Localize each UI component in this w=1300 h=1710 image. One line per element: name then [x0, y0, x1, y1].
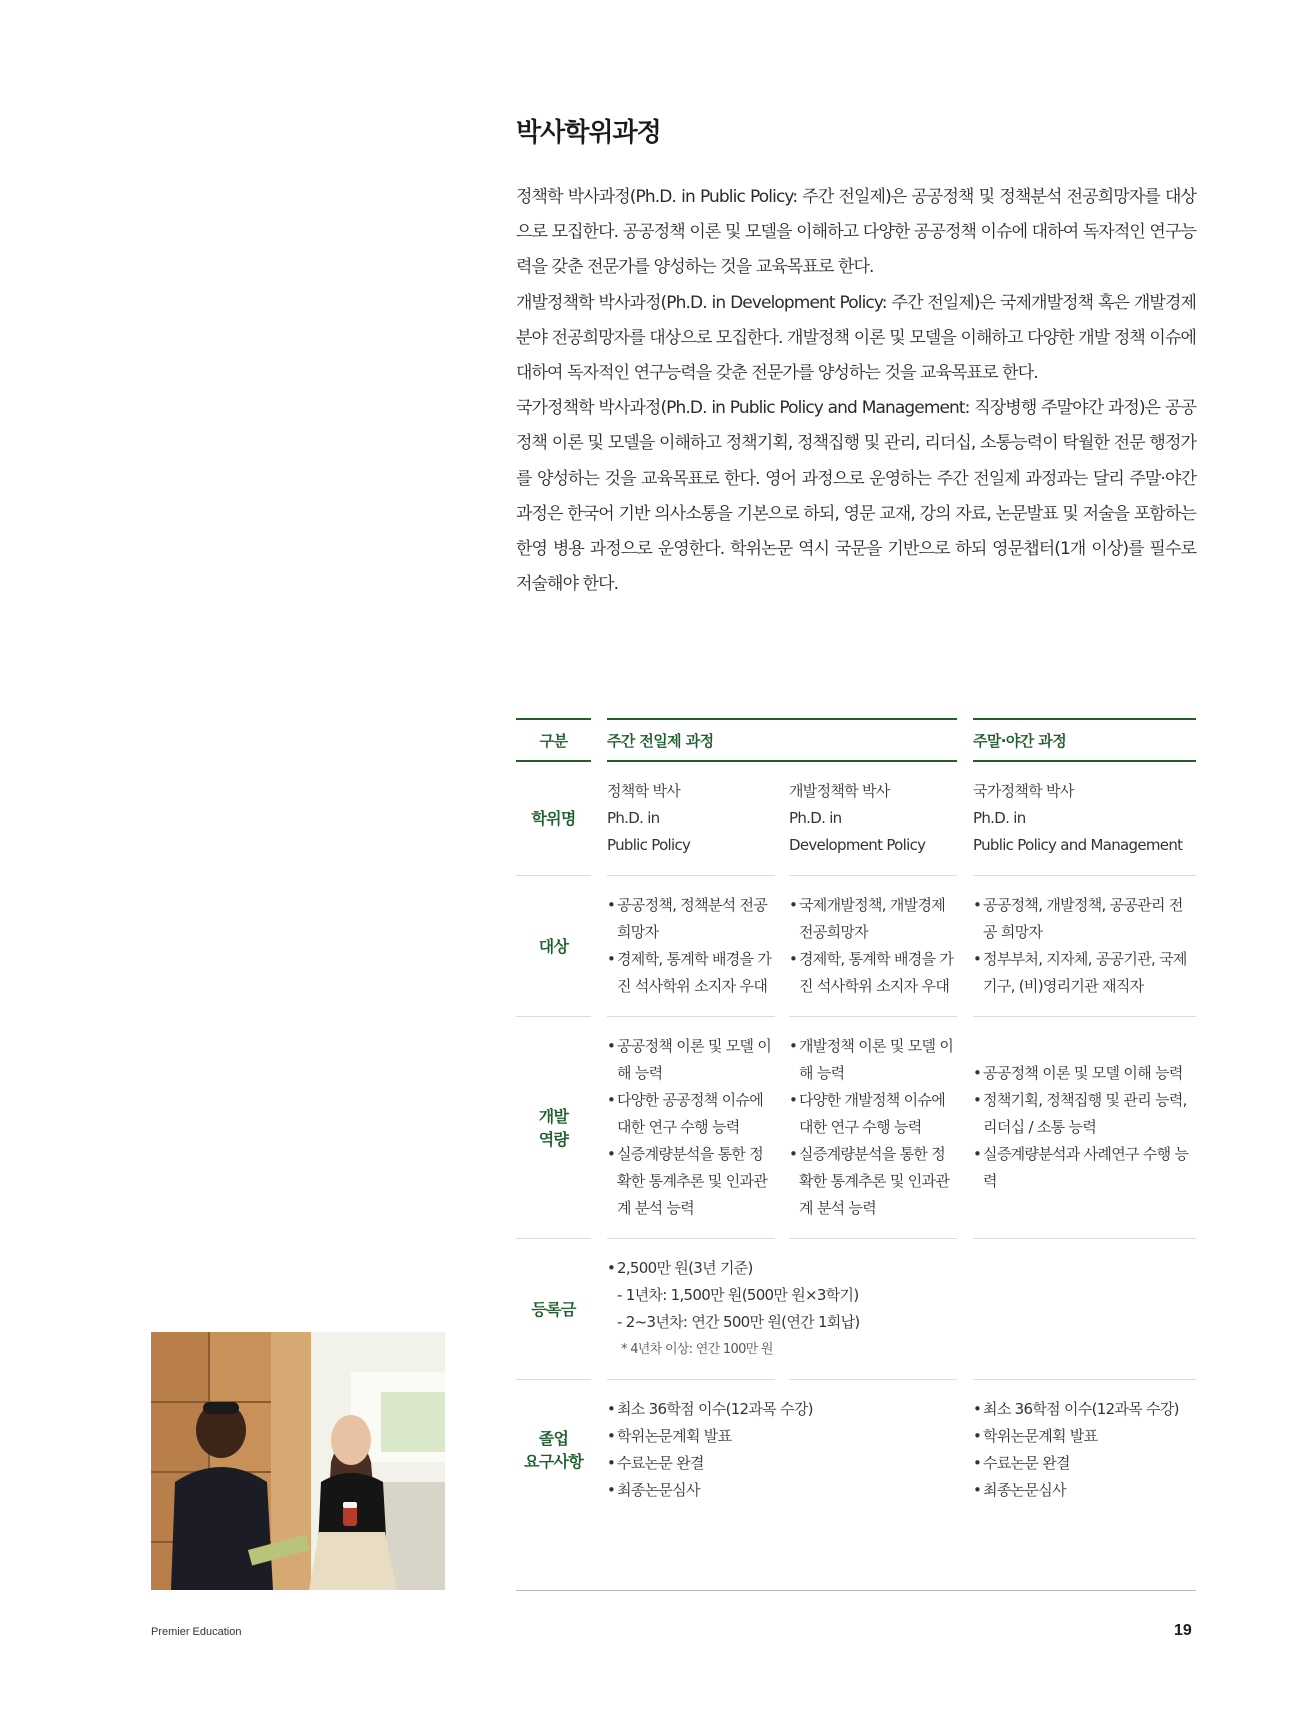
- target-list-public-policy: [607, 892, 775, 1000]
- list-item: • 정책기획, 정책집행 및 관리 능력, 리더십 / 소통 능력: [973, 1087, 1196, 1141]
- header-fulltime: 주간 전일제 과정: [607, 718, 957, 762]
- competency-list-public-policy: [607, 1033, 775, 1222]
- list-item: • 공공정책, 개발정책, 공공관리 전공 희망자: [973, 892, 1196, 946]
- list-item: • 최종논문심사: [973, 1477, 1196, 1504]
- list-item: • 최종논문심사: [607, 1477, 957, 1504]
- target-list-weekend: [973, 892, 1196, 1000]
- degree-public-policy-management: [973, 762, 1196, 875]
- list-item: • 경제학, 통계학 배경을 가진 석사학위 소지자 우대: [607, 946, 775, 1000]
- program-comparison-table: [516, 718, 1196, 1520]
- list-item: • 최소 36학점 이수(12과목 수강): [607, 1396, 957, 1423]
- degree-name-en-1: Ph.D. in: [607, 809, 660, 827]
- row-label-tuition: 등록금: [531, 1299, 576, 1319]
- tuition-second-third-year: - 2~3년차: 연간 500만 원(연간 1회납): [617, 1313, 860, 1331]
- degree-name-ko: 개발정책학 박사: [789, 782, 890, 800]
- row-label-line: 역량: [538, 1129, 569, 1149]
- section-title: 박사학위과정: [516, 118, 661, 148]
- row-label-target: 대상: [538, 936, 569, 956]
- competency-list-weekend: [973, 1060, 1196, 1195]
- degree-name-en-2: Public Policy and Management: [973, 836, 1183, 854]
- list-item: • 공공정책 이론 및 모델 이해 능력: [607, 1033, 775, 1087]
- graduation-list-fulltime: [607, 1396, 957, 1504]
- intro-paragraph-development-policy: 개발정책학 박사과정(Ph.D. in Development Policy: 주간 전일제)은 국제개발정책 혹은 개발경제 분야 전공희망자를 대상으로 모집한다. 개발정책 이론 및 모델을 이해하고 다양한 개발 정책 이슈에 대하여 독자적인 연구능력을 갖춘 전문가를 양성하는 것을 교육목표로 한다.: [516, 292, 1196, 384]
- table-row-competency: [516, 1017, 1196, 1238]
- table-row-degree: [516, 762, 1196, 875]
- degree-development-policy: [789, 762, 957, 875]
- footer-label: Premier Education: [151, 1626, 242, 1638]
- row-label-degree: 학위명: [531, 809, 576, 828]
- table-row-tuition: [516, 1239, 1196, 1379]
- students-photo: [151, 1332, 445, 1590]
- intro-paragraph-public-policy: 정책학 박사과정(Ph.D. in Public Policy: 주간 전일제)은 공공정책 및 정책분석 전공희망자를 대상으로 모집한다. 공공정책 이론 및 모델을 이해하고 다양한 공공정책 이슈에 대하여 독자적인 연구능력을 갖춘 전문가를 양성하는 것을 교육목표로 한다.: [516, 187, 1196, 278]
- row-label-line: 개발: [538, 1106, 569, 1126]
- degree-public-policy: [607, 762, 775, 875]
- degree-name-en-2: Development Policy: [789, 836, 926, 854]
- row-label-graduation: [516, 1380, 591, 1520]
- header-weekend: 주말·야간 과정: [973, 718, 1196, 762]
- table-header-row: [516, 718, 1196, 762]
- list-item: • 공공정책, 정책분석 전공희망자: [607, 892, 775, 946]
- list-item: • 최소 36학점 이수(12과목 수강): [973, 1396, 1196, 1423]
- degree-name-ko: 정책학 박사: [607, 782, 681, 800]
- intro-paragraph-public-policy-management: 국가정책학 박사과정(Ph.D. in Public Policy and Management: 직장병행 주말야간 과정)은 공공정책 이론 및 모델을 이해하고 정책기획, 정책집행 및 관리, 리더십, 소통능력이 탁월한 전문 행정가를 양성하는 것을 교육목표로 한다. 영어 과정으로 운영하는 주간 전일제 과정과는 달리 주말·야간 과정은 한국어 기반 의사소통을 기본으로 하되, 영문 교재, 강의 자료, 논문발표 및 저술을 포함하는 한영 병용 과정으로 운영한다. 학위논문 역시 국문을 기반으로 하되 영문챕터(1개 이상)를 필수로 저술해야 한다.: [516, 398, 1196, 595]
- list-item: • 개발정책 이론 및 모델 이해 능력: [789, 1033, 957, 1087]
- degree-name-en-2: Public Policy: [607, 836, 691, 854]
- degree-name-en-1: Ph.D. in: [789, 809, 842, 827]
- degree-name-en-1: Ph.D. in: [973, 809, 1026, 827]
- list-item: • 실증계량분석과 사례연구 수행 능력: [973, 1141, 1196, 1195]
- list-item: • 학위논문계획 발표: [607, 1423, 957, 1450]
- row-label-competency: [516, 1017, 591, 1238]
- tuition-details: [607, 1239, 957, 1379]
- table-bottom-rule: [516, 1590, 1196, 1591]
- degree-name-ko: 국가정책학 박사: [973, 782, 1074, 800]
- target-list-development-policy: [789, 892, 957, 1000]
- list-item: • 수료논문 완결: [973, 1450, 1196, 1477]
- row-label-line: 졸업: [538, 1429, 569, 1448]
- list-item: • 학위논문계획 발표: [973, 1423, 1196, 1450]
- intro-text: [516, 180, 1196, 602]
- tuition-note: * 4년차 이상: 연간 100만 원: [621, 1342, 773, 1357]
- header-category: 구분: [516, 718, 591, 762]
- graduation-list-weekend: [973, 1396, 1196, 1504]
- tuition-first-year: - 1년차: 1,500만 원(500만 원×3학기): [617, 1286, 859, 1304]
- table-row-graduation: [516, 1380, 1196, 1520]
- list-item: • 정부부처, 지자체, 공공기관, 국제기구, (비)영리기관 재직자: [973, 946, 1196, 1000]
- list-item: • 경제학, 통계학 배경을 가진 석사학위 소지자 우대: [789, 946, 957, 1000]
- competency-list-development-policy: [789, 1033, 957, 1222]
- list-item: • 다양한 개발정책 이슈에 대한 연구 수행 능력: [789, 1087, 957, 1141]
- row-label-line: 요구사항: [523, 1452, 584, 1471]
- list-item: • 실증계량분석을 통한 정확한 통계추론 및 인과관계 분석 능력: [789, 1141, 957, 1222]
- list-item: • 공공정책 이론 및 모델 이해 능력: [973, 1060, 1196, 1087]
- list-item: • 국제개발정책, 개발경제 전공희망자: [789, 892, 957, 946]
- list-item: • 다양한 공공정책 이슈에 대한 연구 수행 능력: [607, 1087, 775, 1141]
- tuition-main: • 2,500만 원(3년 기준): [607, 1255, 957, 1282]
- table-row-target: [516, 876, 1196, 1016]
- page-number: 19: [1174, 1622, 1192, 1639]
- list-item: • 수료논문 완결: [607, 1450, 957, 1477]
- list-item: • 실증계량분석을 통한 정확한 통계추론 및 인과관계 분석 능력: [607, 1141, 775, 1222]
